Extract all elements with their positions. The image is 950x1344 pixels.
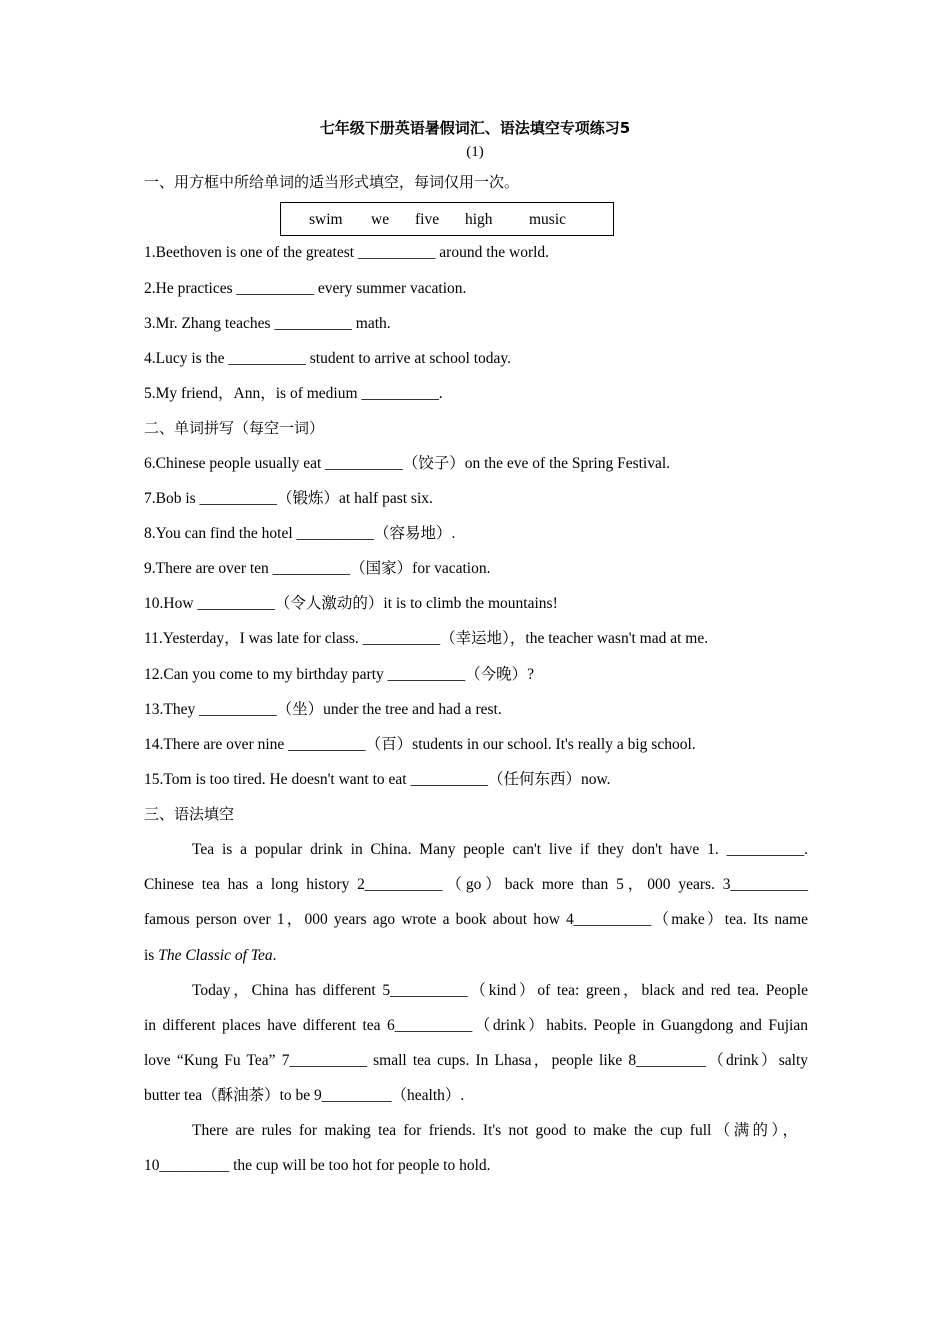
question-15: 15.Tom is too tired. He doesn't want to eat __________（任何东西）now.: [144, 771, 611, 788]
word-box-item: five: [415, 211, 440, 228]
passage-line: in different places have different tea 6__________（drink）habits. People in Guangdong and Fujian: [144, 1017, 808, 1034]
document-subtitle: (1): [466, 144, 484, 160]
word-box-item: high: [465, 211, 493, 228]
word-box-item: music: [529, 211, 567, 228]
word-box: [280, 202, 614, 236]
section1-heading: 一、用方框中所给单词的适当形式填空，每词仅用一次。: [144, 173, 520, 191]
passage-line: There are rules for making tea for friends. It's not good to make the cup full（满的），: [192, 1122, 798, 1139]
question-4: 4.Lucy is the __________ student to arrive at school today.: [144, 350, 512, 367]
passage-text: is: [144, 947, 159, 964]
passage-line: butter tea（酥油茶）to be 9_________（health）.: [144, 1087, 465, 1104]
question-3: 3.Mr. Zhang teaches __________ math.: [144, 315, 391, 332]
question-7: 7.Bob is __________（锻炼）at half past six.: [144, 490, 433, 507]
passage-line: [144, 946, 808, 966]
book-title: The Classic of Tea: [158, 947, 273, 964]
question-6: 6.Chinese people usually eat __________（饺子）on the eve of the Spring Festival.: [144, 455, 671, 472]
passage-line: 10_________ the cup will be too hot for people to hold.: [144, 1157, 491, 1174]
passage-line: Today，China has different 5__________（kind）of tea: green，black and red tea. People: [192, 982, 808, 999]
question-13: 13.They __________（坐）under the tree and had a rest.: [144, 701, 502, 718]
passage-line: love “Kung Fu Tea” 7__________ small tea cups. In Lhasa，people like 8_________（drink）salty: [144, 1052, 808, 1069]
section3-heading: 三、语法填空: [144, 805, 235, 823]
document-title: 七年级下册英语暑假词汇、语法填空专项练习5: [319, 119, 631, 137]
passage-line: famous person over 1，000 years ago wrote a book about how 4__________（make）tea. Its name: [144, 911, 808, 928]
passage-line: Tea is a popular drink in China. Many people can't live if they don't have 1. __________.: [192, 841, 808, 858]
word-box-item: we: [371, 211, 390, 228]
question-11: 11.Yesterday，I was late for class. __________（幸运地），the teacher wasn't mad at me.: [144, 630, 709, 647]
word-box-item: swim: [309, 211, 343, 228]
question-10: 10.How __________（令人激动的）it is to climb the mountains!: [144, 595, 558, 612]
section2-heading: 二、单词拼写（每空一词）: [144, 419, 325, 437]
question-9: 9.There are over ten __________（国家）for vacation.: [144, 560, 491, 577]
question-2: 2.He practices __________ every summer vacation.: [144, 280, 467, 297]
passage-line: Chinese tea has a long history 2__________（go）back more than 5，000 years. 3__________: [144, 876, 808, 893]
question-14: 14.There are over nine __________（百）students in our school. It's really a big school.: [144, 736, 696, 753]
question-8: 8.You can find the hotel __________（容易地）.: [144, 525, 456, 542]
question-12: 12.Can you come to my birthday party __________（今晚）?: [144, 666, 535, 683]
question-5: 5.My friend，Ann，is of medium __________.: [144, 385, 443, 402]
passage-text: .: [272, 947, 277, 964]
question-1: 1.Beethoven is one of the greatest __________ around the world.: [144, 244, 550, 261]
